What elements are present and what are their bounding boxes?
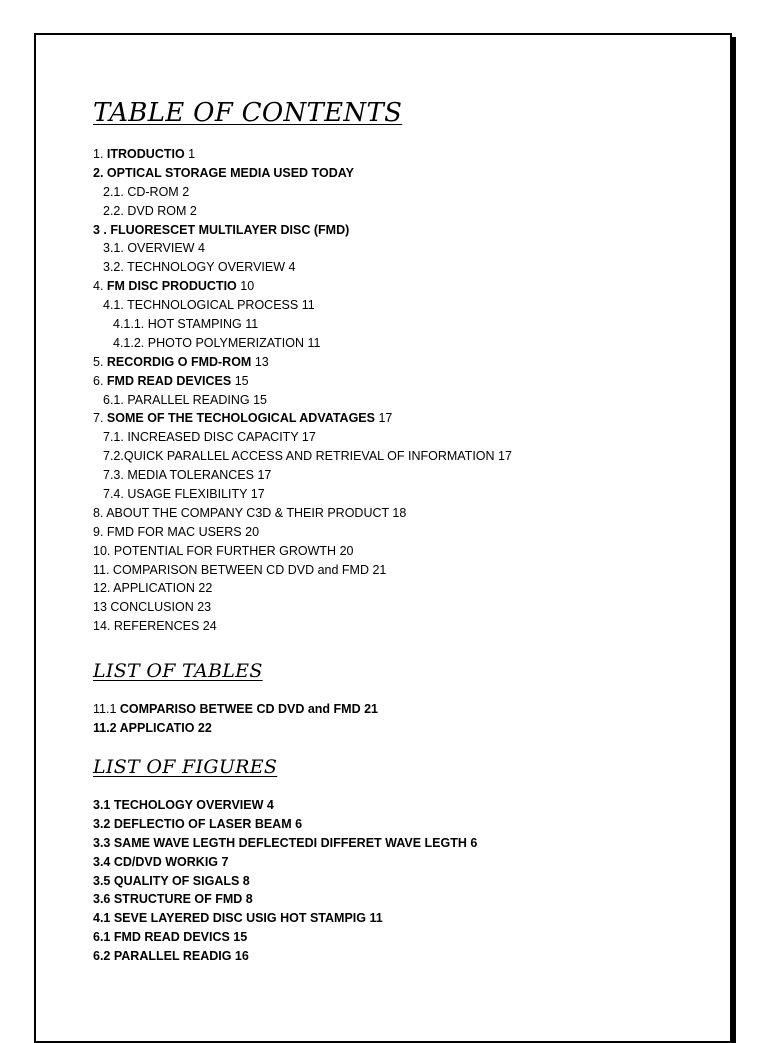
toc-entry: 2.2. DVD ROM 2 xyxy=(103,203,197,218)
figure-entry: 4.1 SEVE LAYERED DISC USIG HOT STAMPIG 11 xyxy=(93,911,383,926)
toc-entry: 7.1. INCREASED DISC CAPACITY 17 xyxy=(103,430,316,445)
toc-entry: 2.1. CD-ROM 2 xyxy=(103,184,190,199)
table-entry: 11.1 COMPARISO BETWEE CD DVD and FMD 21 xyxy=(93,702,378,717)
toc-entry: 1. ITRODUCTIO 1 xyxy=(93,147,196,161)
toc-entry: 9. FMD FOR MAC USERS 20 xyxy=(93,524,260,539)
figure-entry: 3.1 TECHOLOGY OVERVIEW 4 xyxy=(93,797,274,812)
document-content xyxy=(93,95,713,966)
figure-entry: 3.6 STRUCTURE OF FMD 8 xyxy=(93,892,253,907)
toc-entry: 6. FMD READ DEVICES 15 xyxy=(93,373,249,388)
figure-entry: 3.5 QUALITY OF SIGALS 8 xyxy=(93,873,250,888)
figure-entry: 3.3 SAME WAVE LEGTH DEFLECTEDI DIFFERET WAVE LEGTH 6 xyxy=(93,835,478,850)
toc-list xyxy=(93,145,713,636)
toc-entry: 4. FM DISC PRODUCTIO 10 xyxy=(93,279,255,294)
figure-entry: 3.4 CD/DVD WORKIG 7 xyxy=(93,854,229,869)
toc-entry: 3.1. OVERVIEW 4 xyxy=(103,241,205,256)
figure-entry: 6.2 PARALLEL READIG 16 xyxy=(93,949,249,964)
toc-heading: TABLE OF CONTENTS xyxy=(93,98,403,128)
toc-entry: 4.1. TECHNOLOGICAL PROCESS 11 xyxy=(103,298,315,313)
toc-entry: 11. COMPARISON BETWEEN CD DVD and FMD 21 xyxy=(93,562,387,577)
toc-entry: 7. SOME OF THE TECHOLOGICAL ADVATAGES 17 xyxy=(93,411,393,426)
toc-entry: 3.2. TECHNOLOGY OVERVIEW 4 xyxy=(103,260,296,275)
toc-entry: 4.1.1. HOT STAMPING 11 xyxy=(113,317,259,332)
list-of-tables-heading: LIST OF TABLES xyxy=(93,660,263,683)
figures-list xyxy=(93,796,713,966)
toc-entry: 7.4. USAGE FLEXIBILITY 17 xyxy=(103,487,265,502)
toc-entry: 10. POTENTIAL FOR FURTHER GROWTH 20 xyxy=(93,543,354,558)
toc-entry: 3 . FLUORESCET MULTILAYER DISC (FMD) xyxy=(93,222,350,237)
toc-entry: 7.2.QUICK PARALLEL ACCESS AND RETRIEVAL OF INFORMATION 17 xyxy=(103,449,512,464)
figure-entry: 6.1 FMD READ DEVICS 15 xyxy=(93,930,248,945)
table-entry: 11.2 APPLICATIO 22 xyxy=(93,721,212,736)
toc-entry: 8. ABOUT THE COMPANY C3D & THEIR PRODUCT 18 xyxy=(93,505,407,520)
toc-entry: 7.3. MEDIA TOLERANCES 17 xyxy=(103,468,272,483)
toc-entry: 14. REFERENCES 24 xyxy=(93,619,217,634)
toc-entry: 13 CONCLUSION 23 xyxy=(93,600,212,615)
toc-entry: 2. OPTICAL STORAGE MEDIA USED TODAY xyxy=(93,165,354,180)
tables-list xyxy=(93,700,713,738)
figure-entry: 3.2 DEFLECTIO OF LASER BEAM 6 xyxy=(93,816,303,831)
toc-entry: 4.1.2. PHOTO POLYMERIZATION 11 xyxy=(113,335,321,350)
toc-entry: 5. RECORDIG O FMD-ROM 13 xyxy=(93,354,269,369)
document-page xyxy=(34,33,732,1043)
toc-entry: 6.1. PARALLEL READING 15 xyxy=(103,392,267,407)
list-of-figures-heading: LIST OF FIGURES xyxy=(93,755,278,778)
toc-entry: 12. APPLICATION 22 xyxy=(93,581,213,596)
